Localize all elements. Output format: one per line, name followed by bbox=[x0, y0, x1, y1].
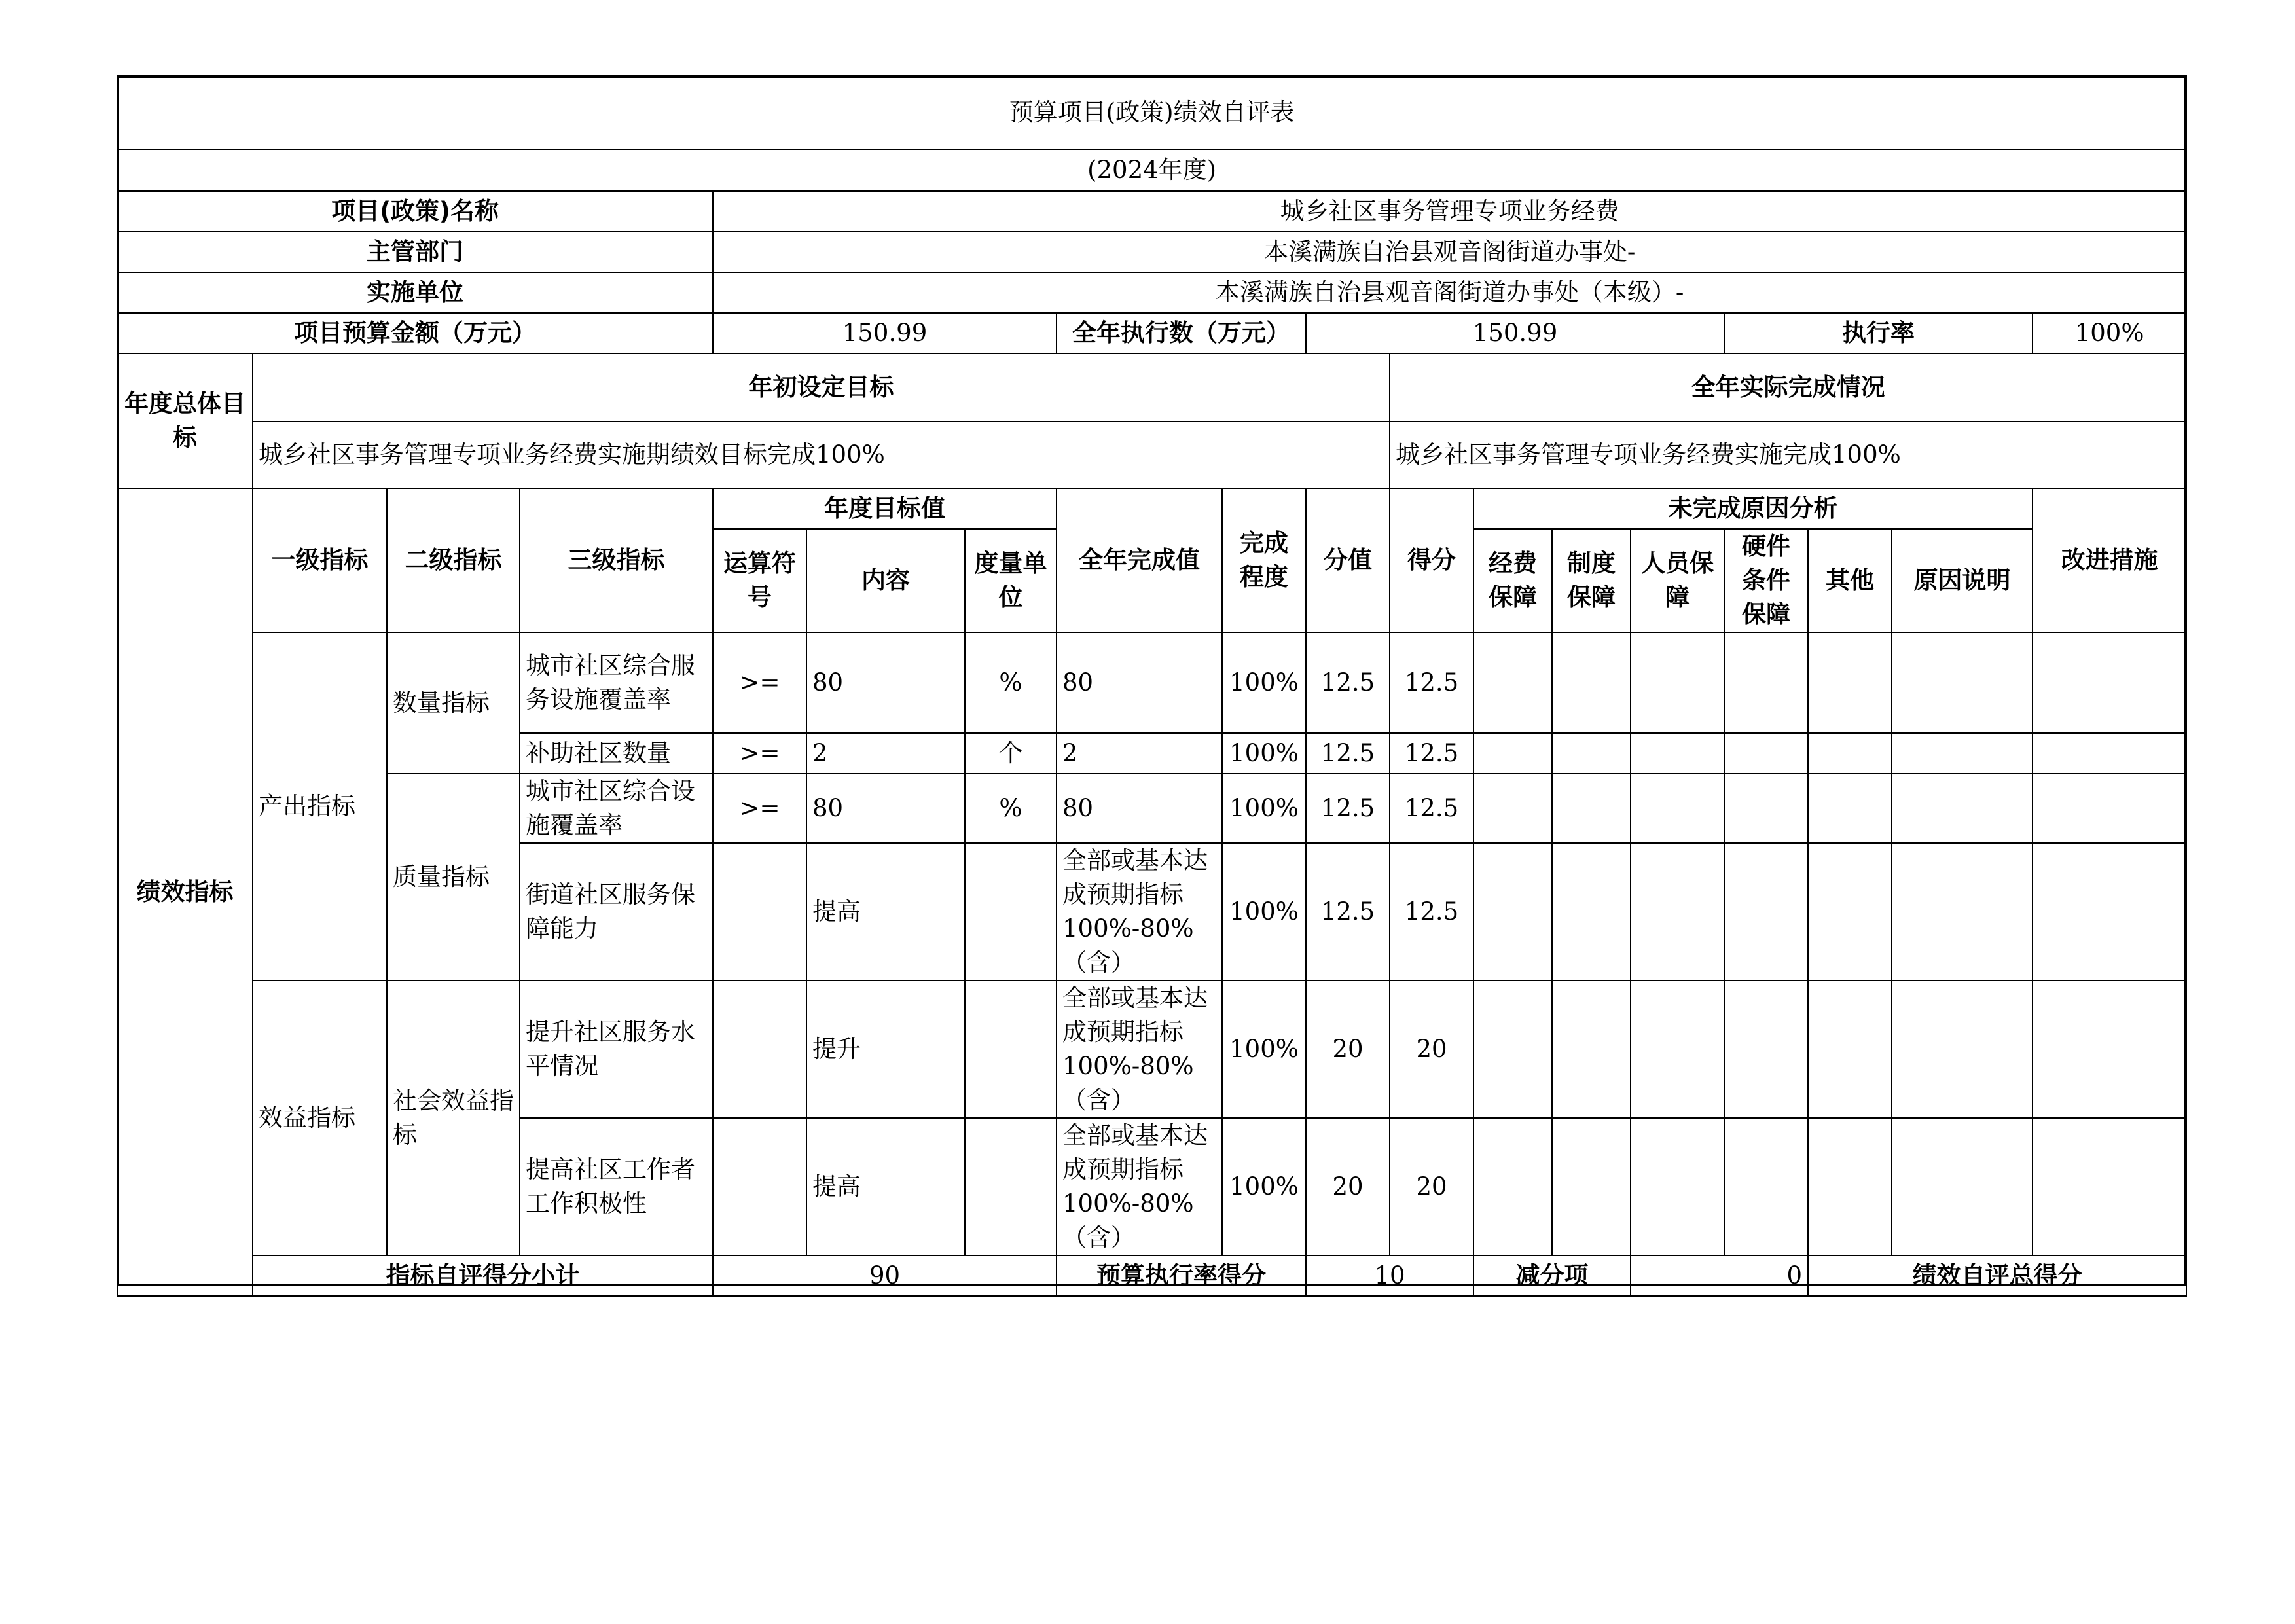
indicator-operator bbox=[713, 843, 806, 981]
indicator-degree: 100% bbox=[1222, 1118, 1306, 1255]
budget-amount-value: 150.99 bbox=[713, 313, 1057, 353]
indicator-unit bbox=[965, 981, 1057, 1118]
operator-header: 运算符号 bbox=[713, 529, 806, 632]
fiscal-year: (2024年度) bbox=[117, 149, 2186, 191]
impl-unit-label: 实施单位 bbox=[117, 272, 713, 313]
system-header: 制度保障 bbox=[1552, 529, 1631, 632]
deduction-label: 减分项 bbox=[1473, 1255, 1631, 1296]
actual-goal-text: 城乡社区事务管理专项业务经费实施完成100% bbox=[1390, 422, 2186, 488]
completion-degree-header: 完成程度 bbox=[1222, 488, 1306, 632]
actual-goal-header: 全年实际完成情况 bbox=[1390, 353, 2186, 422]
annual-exec-value: 150.99 bbox=[1306, 313, 1724, 353]
indicator-actual: 80 bbox=[1057, 632, 1222, 733]
group-output: 产出指标 bbox=[253, 632, 387, 981]
indicator-content: 提升 bbox=[806, 981, 965, 1118]
indicator-operator bbox=[713, 981, 806, 1118]
deduction-value: 0 bbox=[1631, 1255, 1808, 1296]
indicator-got: 12.5 bbox=[1390, 843, 1473, 981]
indicator-name: 提高社区工作者工作积极性 bbox=[520, 1118, 713, 1255]
funding-header: 经费保障 bbox=[1473, 529, 1552, 632]
evaluation-table bbox=[117, 75, 2187, 1297]
planned-goal-text: 城乡社区事务管理专项业务经费实施期绩效目标完成100% bbox=[253, 422, 1390, 488]
group-social: 社会效益指标 bbox=[387, 981, 520, 1255]
indicator-got: 12.5 bbox=[1390, 632, 1473, 733]
indicator-score: 20 bbox=[1306, 981, 1390, 1118]
score-got-header: 得分 bbox=[1390, 488, 1473, 632]
indicator-operator bbox=[713, 1118, 806, 1255]
indicator-actual: 80 bbox=[1057, 774, 1222, 843]
indicator-content: 提高 bbox=[806, 843, 965, 981]
indicator-actual: 2 bbox=[1057, 733, 1222, 774]
indicator-got: 12.5 bbox=[1390, 774, 1473, 843]
indicator-name: 街道社区服务保障能力 bbox=[520, 843, 713, 981]
planned-goal-header: 年初设定目标 bbox=[253, 353, 1390, 422]
indicator-got: 12.5 bbox=[1390, 733, 1473, 774]
indicator-got: 20 bbox=[1390, 981, 1473, 1118]
indicator-operator: >= bbox=[713, 774, 806, 843]
annual-actual-header: 全年完成值 bbox=[1057, 488, 1222, 632]
indicator-score: 12.5 bbox=[1306, 774, 1390, 843]
indicator-name: 城市社区综合服务设施覆盖率 bbox=[520, 632, 713, 733]
annual-target-header: 年度目标值 bbox=[713, 488, 1057, 529]
indicator-operator: >= bbox=[713, 733, 806, 774]
indicator-unit: 个 bbox=[965, 733, 1057, 774]
indicator-unit bbox=[965, 1118, 1057, 1255]
annual-exec-label: 全年执行数（万元） bbox=[1057, 313, 1306, 353]
indicator-operator: >= bbox=[713, 632, 806, 733]
total-score-label: 绩效自评总得分 bbox=[1808, 1255, 2186, 1296]
staff-header: 人员保障 bbox=[1631, 529, 1724, 632]
subtotal-label: 指标自评得分小计 bbox=[253, 1255, 713, 1296]
unit-header: 度量单位 bbox=[965, 529, 1057, 632]
performance-indicators-label: 绩效指标 bbox=[117, 488, 253, 1296]
improvement-header: 改进措施 bbox=[2033, 488, 2186, 632]
performance-self-evaluation-sheet bbox=[117, 75, 2186, 1297]
level3-header: 三级指标 bbox=[520, 488, 713, 632]
project-name-label: 项目(政策)名称 bbox=[117, 191, 713, 232]
level1-header: 一级指标 bbox=[253, 488, 387, 632]
other-header: 其他 bbox=[1808, 529, 1892, 632]
table-row bbox=[117, 632, 2186, 733]
indicator-content: 提高 bbox=[806, 1118, 965, 1255]
indicator-score: 12.5 bbox=[1306, 843, 1390, 981]
indicator-actual: 全部或基本达成预期指标100%-80%（含） bbox=[1057, 1118, 1222, 1255]
budget-amount-label: 项目预算金额（万元） bbox=[117, 313, 713, 353]
indicator-actual: 全部或基本达成预期指标100%-80%（含） bbox=[1057, 843, 1222, 981]
content-header: 内容 bbox=[806, 529, 965, 632]
exec-rate-label: 执行率 bbox=[1724, 313, 2033, 353]
level2-header: 二级指标 bbox=[387, 488, 520, 632]
subtotal-value: 90 bbox=[713, 1255, 1057, 1296]
exec-rate-value: 100% bbox=[2033, 313, 2186, 353]
indicator-score: 12.5 bbox=[1306, 632, 1390, 733]
indicator-unit bbox=[965, 843, 1057, 981]
indicator-score: 12.5 bbox=[1306, 733, 1390, 774]
indicator-degree: 100% bbox=[1222, 843, 1306, 981]
page-title: 预算项目(政策)绩效自评表 bbox=[117, 76, 2186, 149]
indicator-name: 补助社区数量 bbox=[520, 733, 713, 774]
indicator-name: 城市社区综合设施覆盖率 bbox=[520, 774, 713, 843]
incomplete-reason-header: 未完成原因分析 bbox=[1473, 488, 2033, 529]
indicator-degree: 100% bbox=[1222, 733, 1306, 774]
impl-unit-value: 本溪满族自治县观音阁街道办事处（本级）- bbox=[713, 272, 2186, 313]
dept-label: 主管部门 bbox=[117, 232, 713, 272]
group-quality: 质量指标 bbox=[387, 774, 520, 981]
indicator-degree: 100% bbox=[1222, 774, 1306, 843]
indicator-content: 2 bbox=[806, 733, 965, 774]
indicator-name: 提升社区服务水平情况 bbox=[520, 981, 713, 1118]
indicator-unit: % bbox=[965, 632, 1057, 733]
indicator-actual: 全部或基本达成预期指标100%-80%（含） bbox=[1057, 981, 1222, 1118]
group-benefit: 效益指标 bbox=[253, 981, 387, 1255]
indicator-got: 20 bbox=[1390, 1118, 1473, 1255]
project-name-value: 城乡社区事务管理专项业务经费 bbox=[713, 191, 2186, 232]
budget-score-value: 10 bbox=[1306, 1255, 1473, 1296]
hardware-header: 硬件条件保障 bbox=[1724, 529, 1808, 632]
dept-value: 本溪满族自治县观音阁街道办事处- bbox=[713, 232, 2186, 272]
indicator-unit: % bbox=[965, 774, 1057, 843]
table-row bbox=[117, 981, 2186, 1118]
indicator-degree: 100% bbox=[1222, 632, 1306, 733]
group-quantity: 数量指标 bbox=[387, 632, 520, 774]
indicator-score: 20 bbox=[1306, 1118, 1390, 1255]
annual-goal-label: 年度总体目标 bbox=[117, 353, 253, 488]
table-row bbox=[117, 774, 2186, 843]
indicator-degree: 100% bbox=[1222, 981, 1306, 1118]
budget-score-label: 预算执行率得分 bbox=[1057, 1255, 1306, 1296]
indicator-content: 80 bbox=[806, 632, 965, 733]
indicator-content: 80 bbox=[806, 774, 965, 843]
score-weight-header: 分值 bbox=[1306, 488, 1390, 632]
explain-header: 原因说明 bbox=[1892, 529, 2033, 632]
